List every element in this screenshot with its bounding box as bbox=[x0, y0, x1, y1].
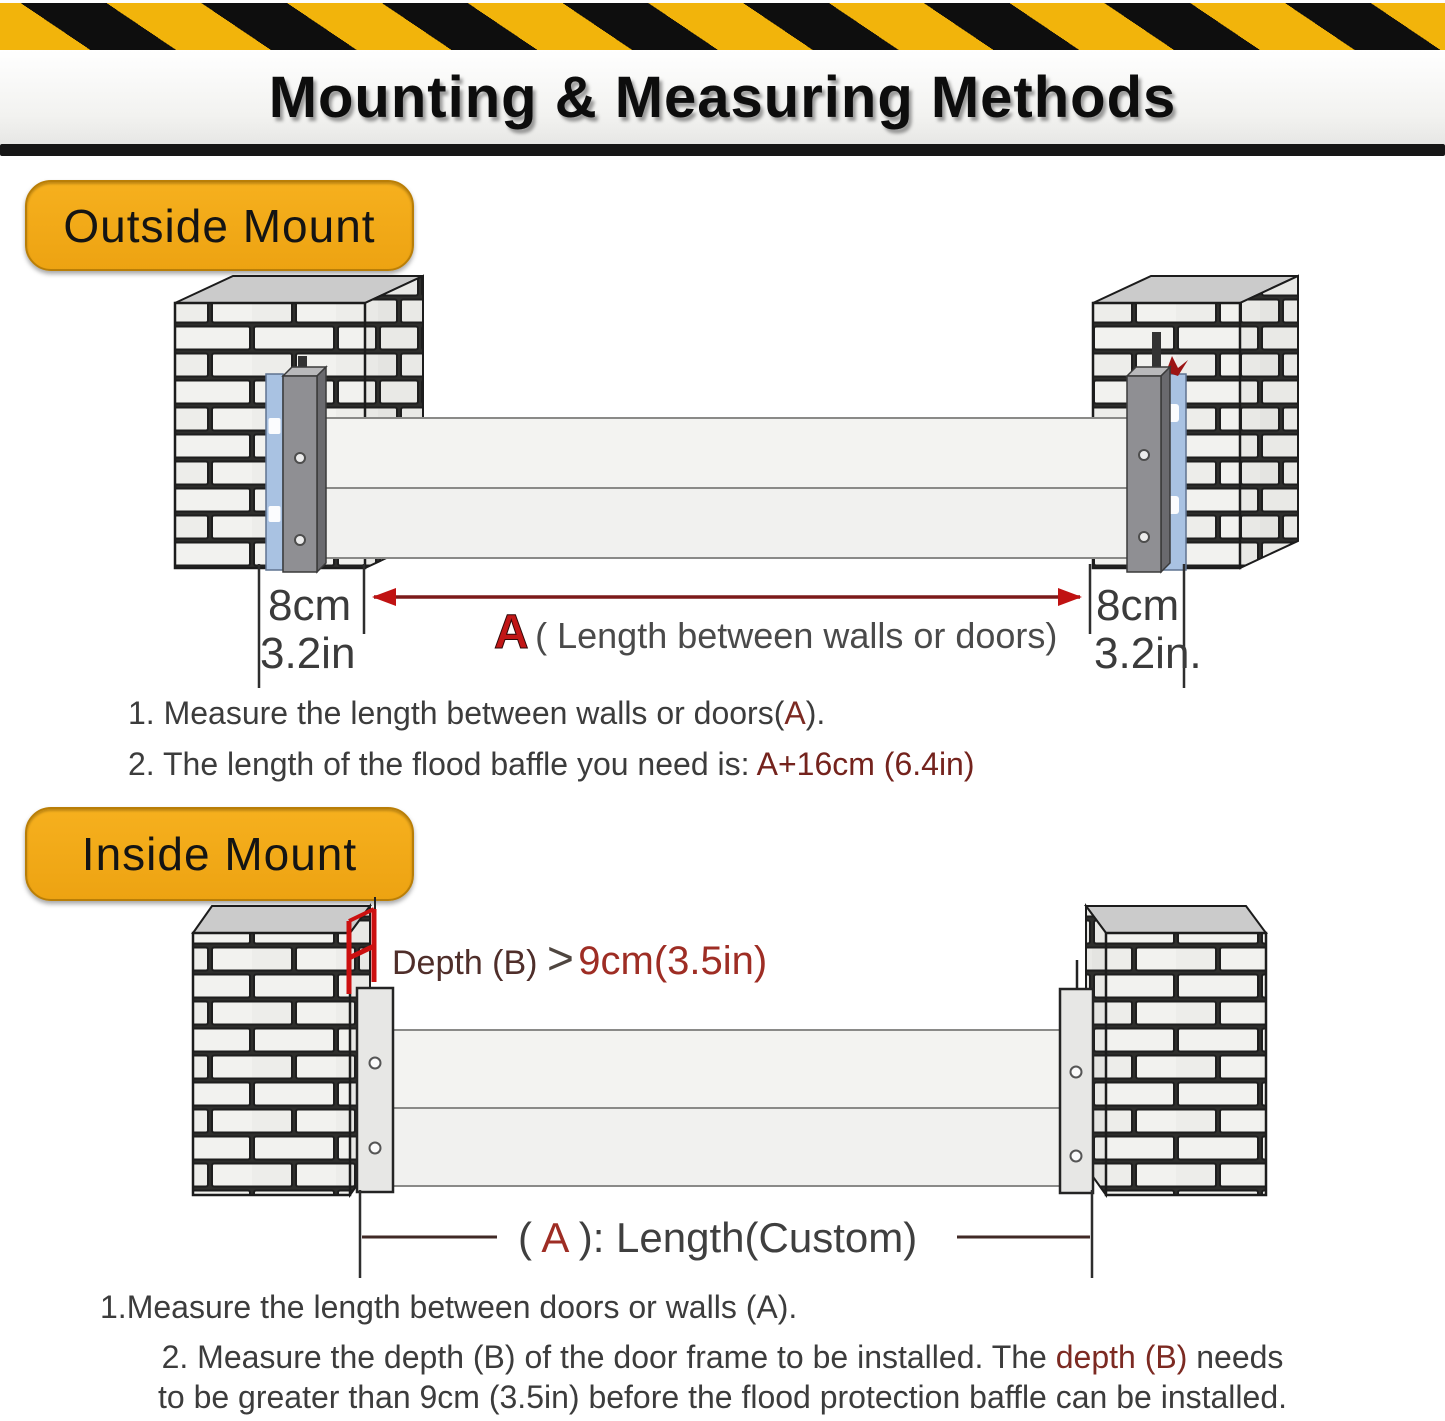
right-channel-bracket bbox=[1127, 367, 1170, 572]
screw-hole bbox=[370, 1143, 381, 1154]
right-anchor-slot bbox=[1152, 332, 1161, 370]
left-channel-bracket bbox=[283, 367, 326, 572]
length-custom-label: ( A ): Length(Custom) bbox=[518, 1214, 918, 1261]
left-32in-label: 3.2in bbox=[260, 629, 356, 678]
inside-right-pillar bbox=[1086, 906, 1266, 1195]
left-8cm-label: 8cm bbox=[268, 581, 352, 630]
flood-barrier-panels bbox=[303, 418, 1145, 558]
inside-left-bracket bbox=[357, 988, 393, 1192]
inside-mount-diagram bbox=[0, 897, 1445, 1287]
length-arrow bbox=[372, 588, 1082, 606]
title-banner bbox=[0, 50, 1445, 144]
inside-left-pillar bbox=[193, 906, 370, 1195]
outside-mount-badge: Outside Mount bbox=[25, 180, 414, 271]
outside-mount-diagram bbox=[0, 258, 1445, 690]
screw-hole bbox=[295, 453, 305, 463]
right-8cm-label: 8cm bbox=[1096, 581, 1180, 630]
screw-hole bbox=[1139, 450, 1149, 460]
hazard-stripe-banner bbox=[0, 0, 1445, 53]
screw-hole bbox=[1071, 1151, 1082, 1162]
screw-hole bbox=[370, 1058, 381, 1069]
header-divider-bar bbox=[0, 144, 1445, 156]
screw-hole bbox=[1071, 1067, 1082, 1078]
right-32in-label: 3.2in. bbox=[1094, 629, 1202, 678]
left-seal-strip bbox=[266, 374, 283, 570]
screw-hole bbox=[295, 535, 305, 545]
inside-right-bracket bbox=[1060, 960, 1093, 1193]
outside-step-1: 1. Measure the length between walls or doors(A). bbox=[128, 695, 826, 731]
inside-mount-badge: Inside Mount bbox=[25, 807, 414, 901]
page-title: Mounting & Measuring Methods bbox=[268, 64, 1177, 130]
screw-hole bbox=[1139, 532, 1149, 542]
outside-step-2: 2. The length of the flood baffle you need is: A+16cm (6.4in) bbox=[128, 746, 975, 782]
length-between-walls-label: A ( Length between walls or doors) bbox=[494, 606, 1058, 659]
depth-label: Depth (B) > 9cm(3.5in) bbox=[392, 932, 768, 984]
inside-step-2-line2: to be greater than 9cm (3.5in) before the flood protection baffle can be installed. bbox=[157, 1379, 1287, 1415]
inside-step-1: 1.Measure the length between doors or walls (A). bbox=[100, 1289, 798, 1325]
inside-barrier-panels bbox=[380, 1030, 1075, 1186]
inside-step-2-line1: 2. Measure the depth (B) of the door frame to be installed. The depth (B) needs bbox=[161, 1339, 1284, 1375]
